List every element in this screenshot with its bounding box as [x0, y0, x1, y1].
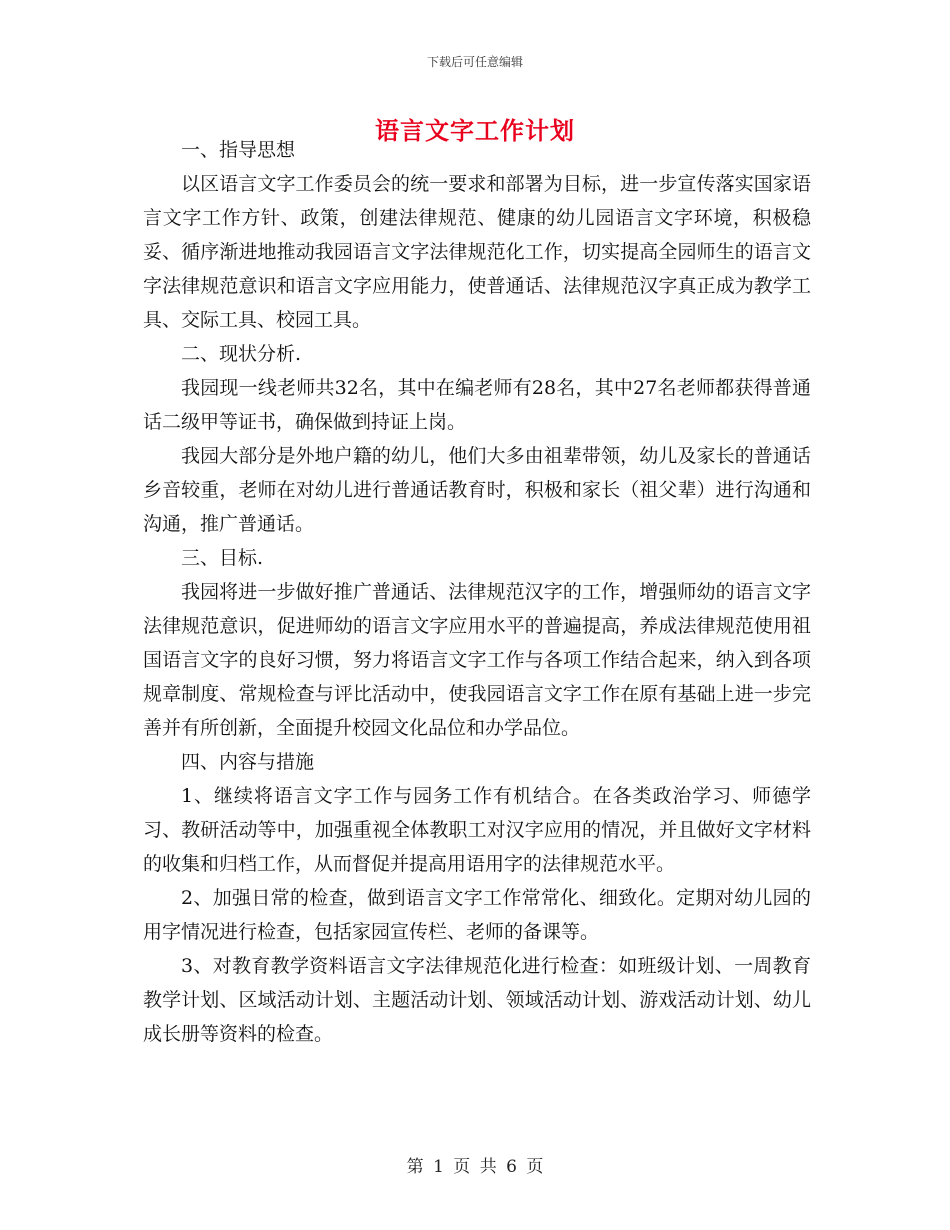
- paragraph-children: 我园大部分是外地户籍的幼儿，他们大多由祖辈带领，幼儿及家长的普通话乡音较重，老师在对幼儿进行普通话教育时，积极和家长（祖父辈）进行沟通和沟通，推广普通话。: [143, 445, 811, 535]
- section-heading-guiding-thought: 一、指导思想: [181, 139, 296, 161]
- paragraph-teachers: 我园现一线老师共32名，其中在编老师有28名，其中27名老师都获得普通话二级甲等证书，确保做到持证上岗。: [143, 377, 811, 433]
- paragraph-guiding-thought: 以区语言文字工作委员会的统一要求和部署为目标，进一步宣传落实国家语言文字工作方针、政策，创建法律规范、健康的幼儿园语言文字环境，积极稳妥、循序渐进地推动我园语言文字法律规范化工作，切实提高全园师生的语言文字法律规范意识和语言文字应用能力，使普通话、法律规范汉字真正成为教学工具、交际工具、校园工具。: [143, 173, 811, 331]
- section-heading-status-analysis: 二、现状分析.: [181, 343, 302, 365]
- section-heading-goals: 三、目标.: [181, 547, 264, 569]
- paragraph-measure-3: 3、对教育教学资料语言文字法律规范化进行检查：如班级计划、一周教育教学计划、区域活动计划、主题活动计划、领域活动计划、游戏活动计划、幼儿成长册等资料的检查。: [143, 955, 811, 1045]
- paragraph-measure-2: 2、加强日常的检查，做到语言文字工作常常化、细致化。定期对幼儿园的用字情况进行检查，包括家园宣传栏、老师的备课等。: [143, 887, 811, 943]
- page-footer: 第 1 页 共 6 页: [406, 1157, 544, 1177]
- document-title: 语言文字工作计划: [375, 116, 575, 145]
- section-heading-measures: 四、内容与措施: [181, 751, 315, 773]
- paragraph-goals: 我园将进一步做好推广普通话、法律规范汉字的工作，增强师幼的语言文字法律规范意识，促进师幼的语言文字应用水平的普遍提高，养成法律规范使用祖国语言文字的良好习惯，努力将语言文字工作与各项工作结合起来，纳入到各项规章制度、常规检查与评比活动中，使我园语言文字工作在原有基础上进一步完善并有所创新，全面提升校园文化品位和办学品位。: [143, 581, 811, 739]
- paragraph-measure-1: 1、继续将语言文字工作与园务工作有机结合。在各类政治学习、师德学习、教研活动等中，加强重视全体教职工对汉字应用的情况，并且做好文字材料的收集和归档工作，从而督促并提高用语用字的法律规范水平。: [143, 785, 811, 875]
- document-body: [143, 133, 811, 1051]
- header-note: 下载后可任意编辑: [426, 55, 523, 69]
